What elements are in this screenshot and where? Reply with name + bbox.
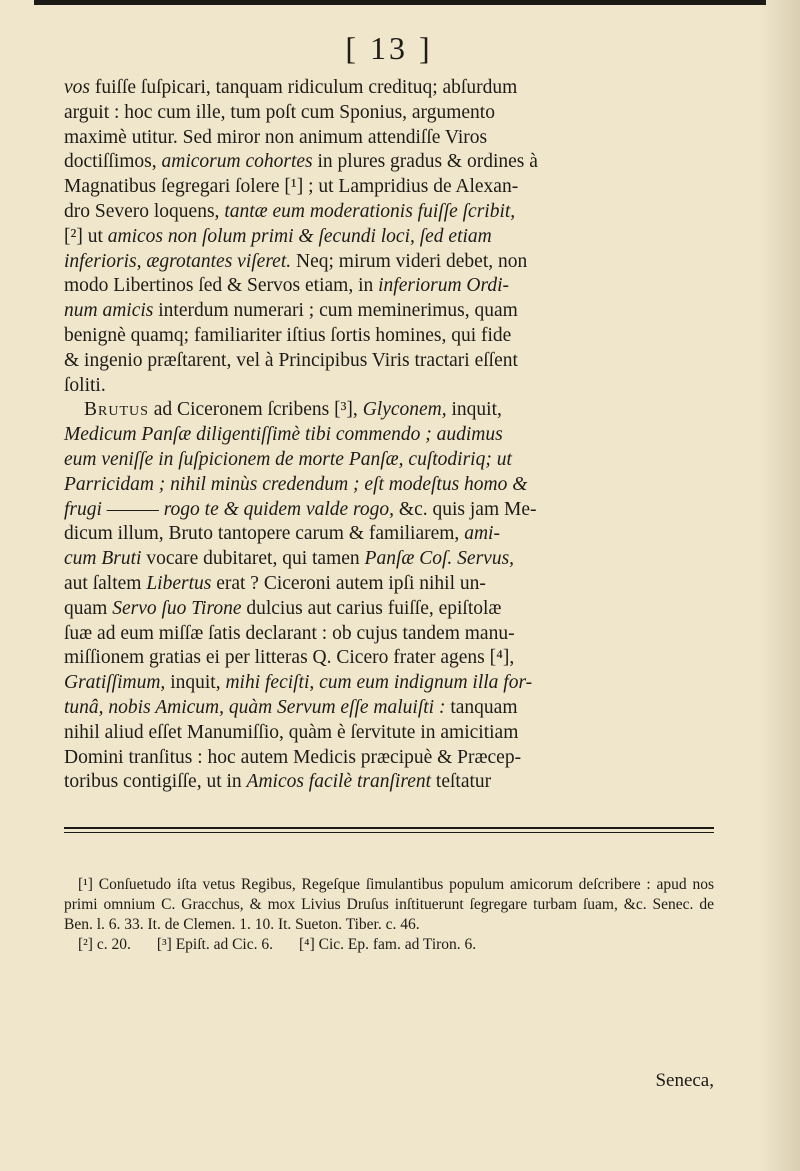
text-line — [64, 274, 714, 299]
italic-segment: vos — [64, 77, 90, 98]
top-border-rule — [34, 0, 766, 5]
text-segment: erat ? Ciceroni autem ipſi nihil un- — [211, 572, 486, 594]
text-line — [64, 349, 714, 374]
text-line — [64, 324, 714, 349]
italic-segment: inferiorum Ordi- — [378, 275, 510, 297]
text-segment: inquit, — [165, 672, 226, 694]
text-segment: in plures gradus & ordines à — [312, 151, 538, 173]
italic-segment: tantæ eum moderationis fuiſſe ſcribit, — [224, 200, 516, 222]
text-segment: & ingenio præſtarent, vel à Principibus Viris tractari eſſent — [64, 349, 518, 371]
italic-segment: Amicos facilè tranſirent — [246, 771, 432, 793]
main-text — [64, 76, 714, 795]
italic-segment: amicos non ſolum primi & ſecundi loci, ſed etiam — [107, 225, 492, 247]
text-line — [64, 597, 714, 622]
footnote-separator — [64, 827, 714, 833]
text-segment: dro Severo loquens, — [64, 200, 225, 222]
text-segment: dicum illum, Bruto tantopere carum & familiarem, — [64, 523, 465, 545]
text-line — [64, 126, 714, 151]
book-page — [64, 18, 714, 955]
text-segment: Brutus — [84, 399, 149, 421]
catchword: Seneca, — [655, 1070, 714, 1091]
text-line — [64, 696, 714, 721]
text-segment: quam — [64, 597, 113, 619]
text-line — [64, 76, 714, 101]
italic-segment: Servo ſuo Tirone — [112, 597, 242, 619]
text-line — [64, 473, 714, 498]
text-line — [64, 175, 714, 200]
text-segment: ad Ciceronem ſcribens [³], — [148, 399, 363, 421]
text-line — [64, 200, 714, 225]
text-line — [64, 721, 714, 746]
text-segment: Domini tranſitus : hoc autem Medicis præcipuè & Præcep- — [64, 746, 522, 768]
text-line — [64, 374, 714, 399]
italic-segment: eum veniſſe in ſuſpicionem de morte Panſæ, cuſtodiriq; ut — [64, 448, 512, 470]
italic-segment: Medicum Panſæ diligentiſſimè tibi commendo ; audimus — [64, 424, 503, 446]
text-segment: maximè utitur. Sed miror non animum attendiſſe Viros — [64, 126, 488, 148]
text-segment: interdum numerari ; cum meminerimus, quam — [153, 300, 518, 322]
italic-segment: ami- — [464, 523, 500, 545]
italic-segment: Panſæ Coſ. Servus, — [364, 548, 515, 570]
italic-segment: mihi feciſti, cum eum indignum illa for- — [225, 672, 533, 694]
text-segment: nihil aliud eſſet Manumiſſio, quàm è ſervitute in amicitiam — [64, 721, 519, 743]
italic-segment: tunâ, nobis Amicum, quàm Servum eſſe maluiſti : — [64, 696, 446, 718]
text-line — [64, 572, 714, 597]
footnote-refs — [64, 935, 714, 955]
text-segment: ſuæ ad eum miſſæ ſatis declarant : ob cujus tandem manu- — [64, 622, 515, 644]
text-segment: fuiſſe ſuſpicari, tanquam ridiculum credituq; abſurdum — [90, 77, 518, 98]
footnote-1: [¹] Conſuetudo iſta vetus Regibus, Regeſque ſimulantibus populum amicorum deſcribere : apud nos primi omnium C. Gracchus, & mox Livius Druſus inſtituerunt ſegregare turbam ſuam, &c. Senec. de Ben. l. 6. 33. It. de Clemen. 1. 10. It. Sueton. Tiber. c. 46. — [64, 876, 714, 934]
italic-segment: frugi ——— rogo te & quidem valde rogo, — [64, 498, 395, 520]
footnotes — [64, 875, 714, 955]
text-line — [64, 770, 714, 795]
text-line — [64, 547, 714, 572]
text-segment: Neq; mirum videri debet, non — [291, 250, 528, 272]
text-segment: toribus contigiſſe, ut in — [64, 771, 247, 793]
text-segment: aut ſaltem — [64, 572, 147, 594]
footnote-ref-2: [²] c. 20. — [78, 936, 131, 954]
text-segment: arguit : hoc cum ille, tum poſt cum Sponius, argumento — [64, 101, 495, 123]
text-line — [64, 398, 714, 423]
italic-segment: inferioris, ægrotantes viſeret. — [64, 250, 292, 272]
text-segment: dulcius aut carius fuiſſe, epiſtolæ — [241, 597, 502, 619]
text-line — [64, 299, 714, 324]
text-line — [64, 746, 714, 771]
text-line — [64, 448, 714, 473]
text-segment: &c. quis jam Me- — [394, 498, 537, 520]
footnote-ref-4: [⁴] Cic. Ep. fam. ad Tiron. 6. — [299, 936, 477, 954]
text-line — [64, 150, 714, 175]
text-segment: doctiſſimos, — [64, 151, 162, 173]
text-segment: miſſionem gratias ei per litteras Q. Cicero frater agens [⁴], — [64, 647, 515, 669]
text-line — [64, 101, 714, 126]
italic-segment: amicorum cohortes — [161, 151, 313, 173]
italic-segment: Glyconem, — [362, 399, 447, 421]
text-segment: Magnatibus ſegregari ſolere [¹] ; ut Lampridius de Alexan- — [64, 176, 519, 198]
page-edge-shadow — [760, 0, 800, 1171]
text-segment: inquit, — [446, 399, 502, 421]
text-line — [64, 646, 714, 671]
text-line — [64, 671, 714, 696]
page-number: [ 13 ] — [345, 30, 433, 66]
text-segment: modo Libertinos ſed & Servos etiam, in — [64, 275, 379, 297]
text-segment: benignè quamq; familiariter iſtius ſortis homines, qui fide — [64, 324, 512, 346]
text-segment: ſoliti. — [64, 374, 106, 396]
text-segment: vocare dubitaret, qui tamen — [141, 548, 365, 570]
text-line — [64, 423, 714, 448]
text-segment: teſtatur — [431, 771, 492, 793]
italic-segment: Gratiſſimum, — [64, 672, 166, 694]
text-line — [64, 498, 714, 523]
italic-segment: num amicis — [64, 300, 154, 322]
text-line — [64, 250, 714, 275]
italic-segment: Parricidam ; nihil minùs credendum ; eſt modeſtus homo & — [64, 473, 528, 495]
text-line — [64, 225, 714, 250]
text-line — [64, 522, 714, 547]
text-segment: [²] ut — [64, 225, 108, 247]
italic-segment: cum Bruti — [64, 548, 142, 570]
italic-segment: Libertus — [146, 572, 212, 594]
text-line — [64, 622, 714, 647]
text-segment: tanquam — [445, 696, 518, 718]
footnote-ref-3: [³] Epiſt. ad Cic. 6. — [156, 936, 273, 954]
